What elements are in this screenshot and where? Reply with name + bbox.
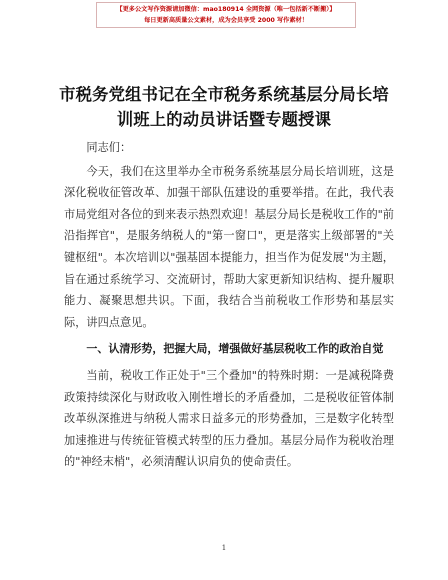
paragraph-1: 今天，我们在这里举办全市税务系统基层分局长培训班，这是深化税收征管改革、加强干部队伍建设的重要举措。在此，我代表市局党组对各位的到来表示热烈欢迎！基层分局长是税收工作的"前沿指挥官"，是服务纳税人的"第一窗口"，更是落实上级部署的"关键枢纽"。本次培训以"强基固本提能力，担当作为促发展"为主题，旨在通过系统学习、交流研讨，帮助大家更新知识结构、提升履职能力、凝聚思想共识。下面，我结合当前税收工作形势和基层实际，讲四点意见。: [64, 164, 394, 329]
document-body: [64, 137, 394, 473]
page-number: 1: [221, 544, 227, 552]
salutation: 同志们：: [86, 141, 132, 154]
title-line-2: 训班上的动员讲话暨专题授课: [116, 110, 332, 129]
title-line-1: 市税务党组书记在全市税务系统基层分局长培: [59, 85, 389, 104]
document-title: [40, 82, 408, 132]
section-heading-1: 一、认清形势，把握大局，增强做好基层税收工作的政治自觉: [86, 342, 384, 356]
resource-banner: [96, 2, 356, 28]
paragraph-2: 当前，税收工作正处于"三个叠加"的特殊时期：一是减税降费政策持续深化与财政收入刚性增长的矛盾叠加，二是税收征管体制改革纵深推进与纳税人需求日益多元的形势叠加，三是数字化转型加速推进与传统征管模式转型的压力叠加。基层分局作为税收治理的"神经末梢"，必须清醒认识肩负的使命责任。: [64, 368, 394, 469]
banner-line-2: 每日更新高质量公文素材，成为会员享受 2000 写作素材！: [144, 17, 308, 24]
banner-line-1: 【更多公文写作资源请加微信：mao180914 全网资源（唯一包括新不断搬）】: [116, 6, 336, 13]
